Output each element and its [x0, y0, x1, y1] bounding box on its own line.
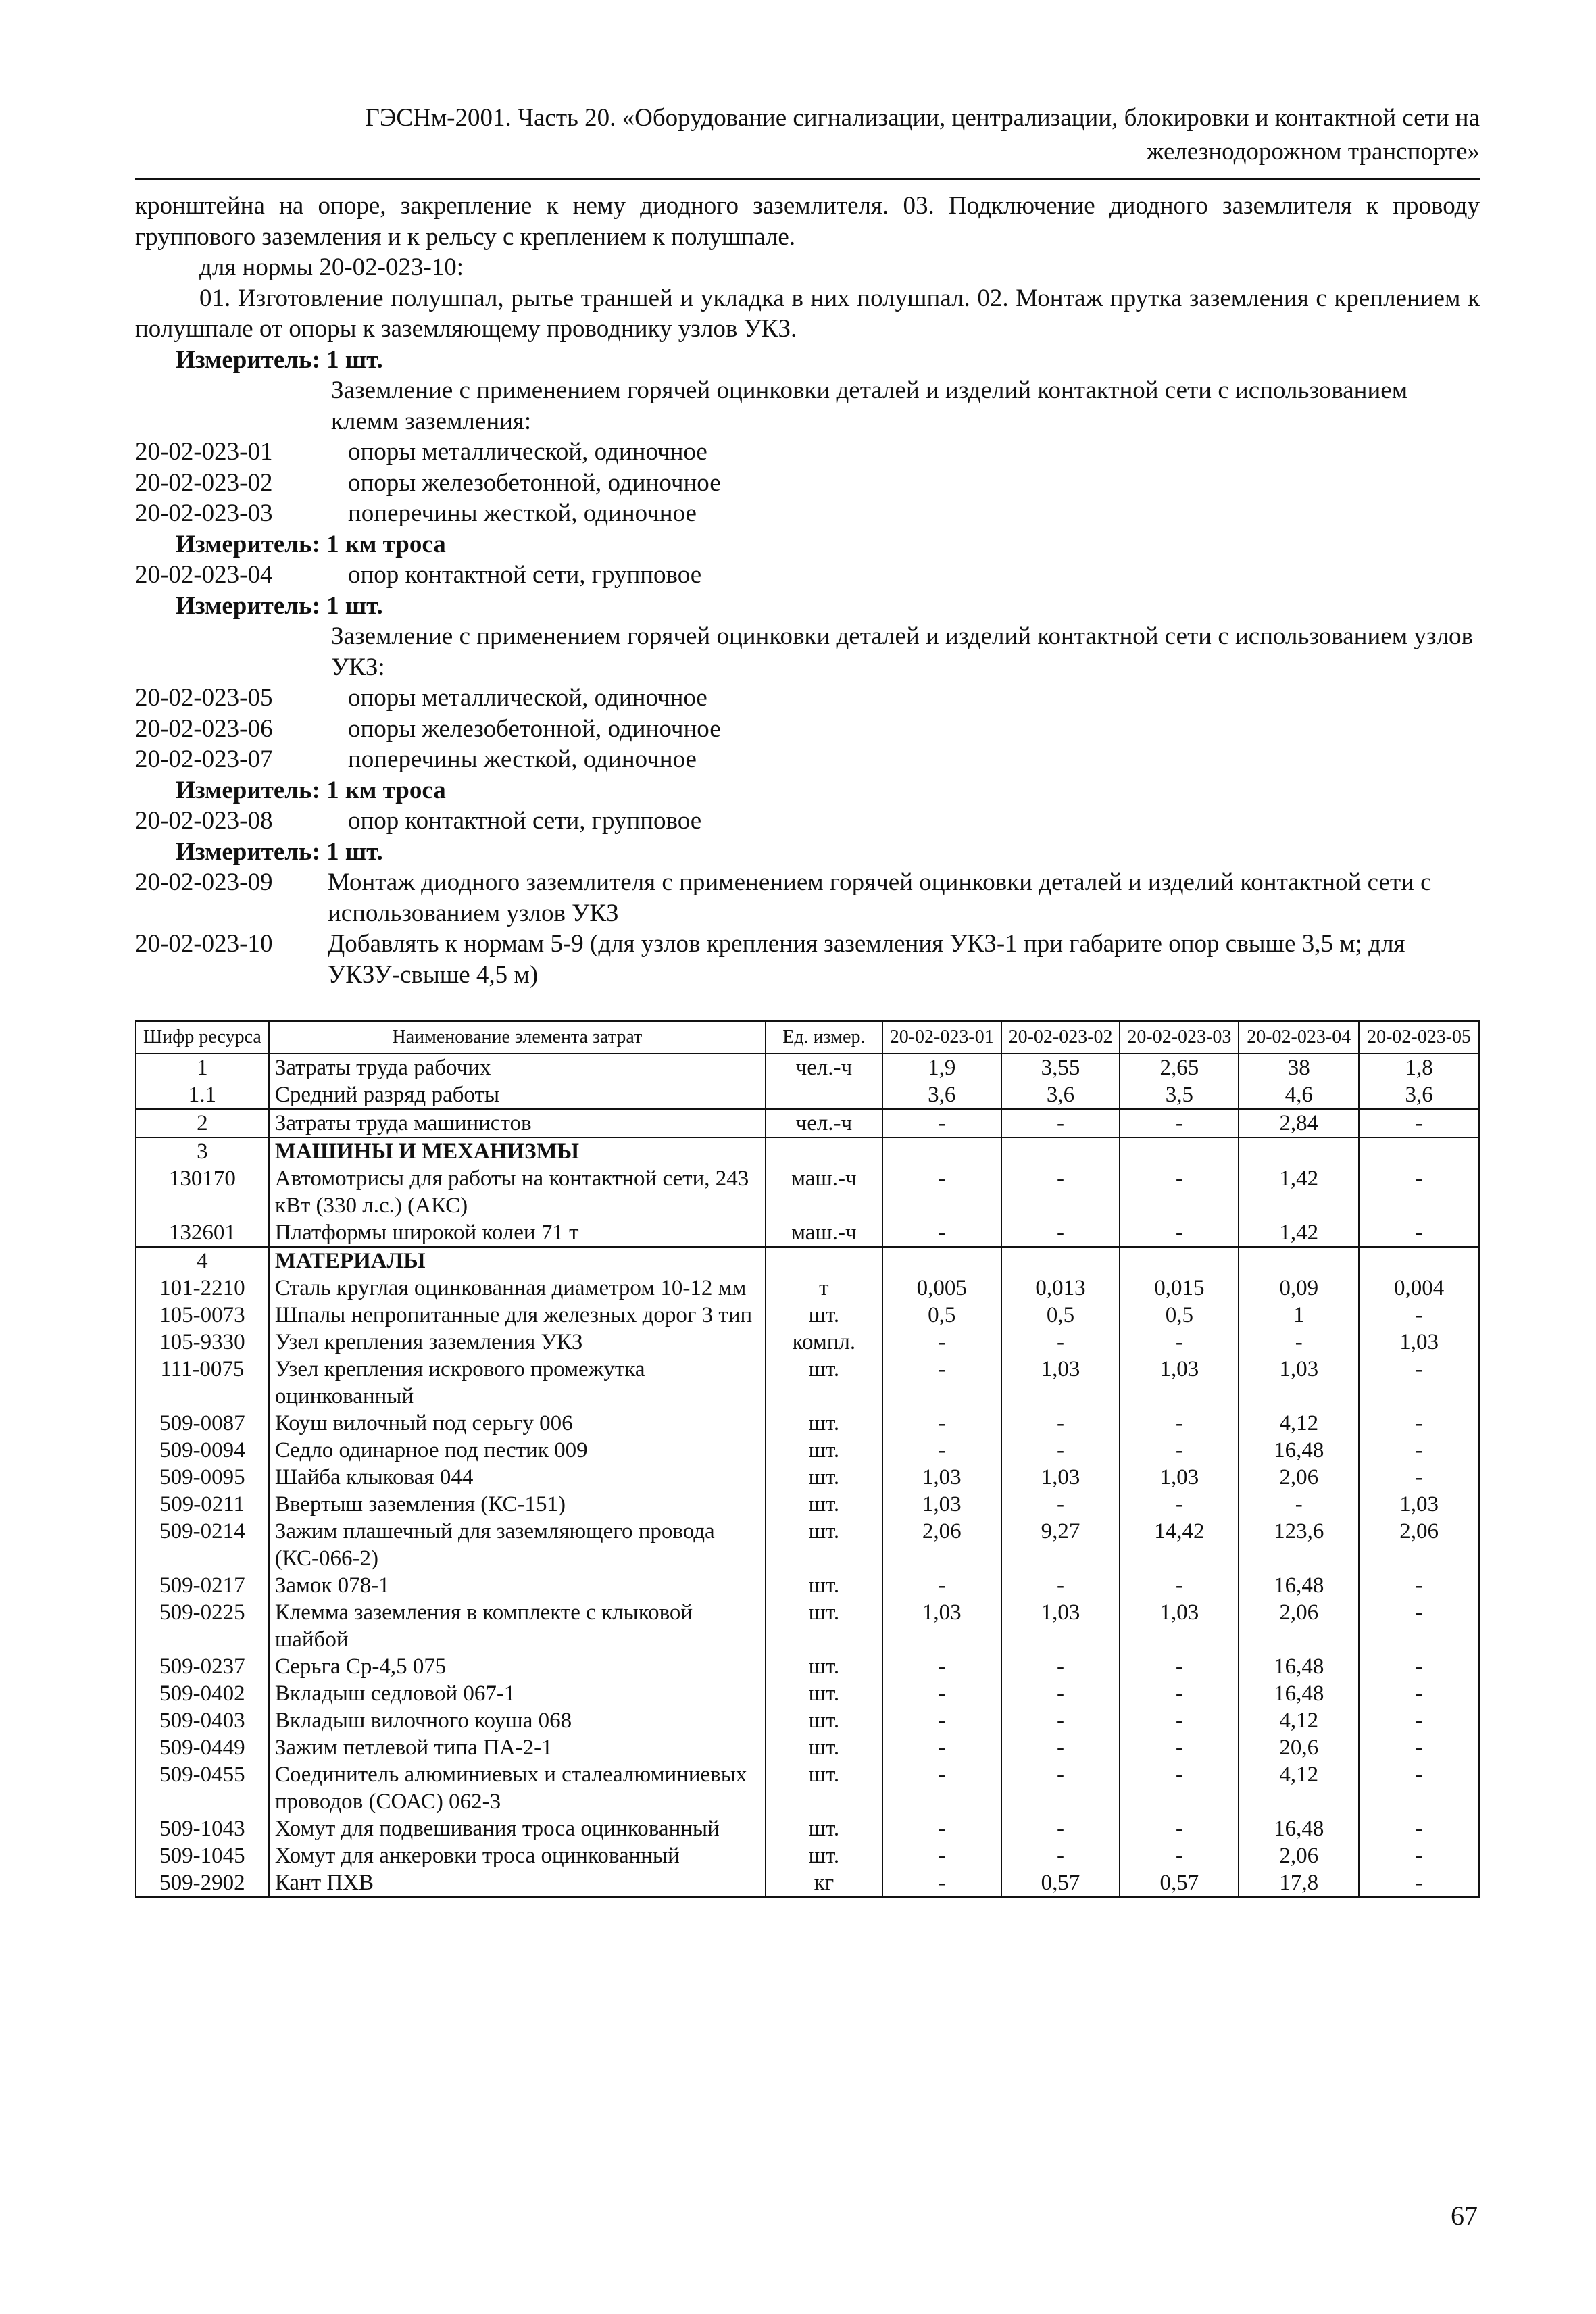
value-cell: -: [1120, 1219, 1239, 1247]
resource-code-cell: 509-0402: [136, 1680, 269, 1707]
resource-code-cell: 509-0095: [136, 1464, 269, 1491]
value-cell: 1: [1239, 1302, 1359, 1329]
value-cell: 0,5: [882, 1302, 1001, 1329]
value-cell: 16,48: [1239, 1815, 1359, 1842]
header-line-2: железнодорожном транспорте»: [1146, 138, 1480, 166]
table-row: [136, 1518, 1479, 1572]
unit-cell: кг: [766, 1869, 882, 1897]
unit-cell: шт.: [766, 1437, 882, 1464]
norm-row: [135, 683, 1480, 714]
value-cell: 0,5: [1001, 1302, 1120, 1329]
value-cell: 1,03: [1239, 1356, 1359, 1410]
resource-code-cell: 509-0403: [136, 1707, 269, 1734]
element-name-cell: Шайба клыковая 044: [269, 1464, 766, 1491]
element-name-cell: Средний разряд работы: [269, 1081, 766, 1109]
unit-cell: шт.: [766, 1707, 882, 1734]
value-cell: 3,6: [1001, 1081, 1120, 1109]
unit-cell: чел.-ч: [766, 1109, 882, 1137]
norm-code: 20-02-023-08: [135, 807, 273, 835]
value-cell: 1,03: [1359, 1491, 1479, 1518]
value-cell: [882, 1247, 1001, 1275]
norm-code: 20-02-023-02: [135, 468, 273, 497]
value-cell: -: [882, 1842, 1001, 1869]
value-cell: -: [1120, 1572, 1239, 1599]
norm-row: [135, 437, 1480, 468]
value-cell: -: [1120, 1165, 1239, 1219]
table-row: [136, 1599, 1479, 1653]
value-cell: -: [882, 1165, 1001, 1219]
table-row: [136, 1410, 1479, 1437]
resource-code-cell: 509-0217: [136, 1572, 269, 1599]
value-cell: -: [1001, 1572, 1120, 1599]
element-name-cell: Серьга Ср-4,5 075: [269, 1653, 766, 1680]
value-cell: -: [1359, 1815, 1479, 1842]
norm-description: Монтаж диодного заземлителя с применением горячей оцинковки деталей и изделий контактной сети с использованием узлов УКЗ: [328, 868, 1432, 927]
value-cell: 4,12: [1239, 1707, 1359, 1734]
table-row: [136, 1491, 1479, 1518]
value-cell: 1,03: [1120, 1356, 1239, 1410]
norm-description: опор контактной сети, групповое: [348, 807, 702, 835]
table-row: [136, 1081, 1479, 1109]
header-cell: 20-02-023-04: [1239, 1021, 1359, 1054]
value-cell: 1,03: [882, 1599, 1001, 1653]
table-header-row: [136, 1021, 1479, 1054]
element-name-cell: Соединитель алюминиевых и сталеалюминиевых проводов (СОАС) 062-3: [269, 1761, 766, 1815]
value-cell: -: [882, 1734, 1001, 1761]
element-name-cell: Клемма заземления в комплекте с клыковой шайбой: [269, 1599, 766, 1653]
value-cell: [1001, 1137, 1120, 1165]
unit-cell: маш.-ч: [766, 1165, 882, 1219]
element-name-cell: МАТЕРИАЛЫ: [269, 1247, 766, 1275]
table-row: [136, 1054, 1479, 1081]
value-cell: 1,03: [1120, 1464, 1239, 1491]
value-cell: -: [1359, 1464, 1479, 1491]
element-name-cell: Автомотрисы для работы на контактной сети, 243 кВт (330 л.с.) (АКС): [269, 1165, 766, 1219]
unit-cell: шт.: [766, 1680, 882, 1707]
value-cell: 2,06: [1239, 1842, 1359, 1869]
value-cell: -: [1359, 1165, 1479, 1219]
header-line-1: ГЭСНм-2001. Часть 20. «Оборудование сигнализации, централизации, блокировки и контактной сети на: [365, 104, 1480, 132]
table-row: [136, 1815, 1479, 1842]
element-name-cell: Ввертыш заземления (КС-151): [269, 1491, 766, 1518]
value-cell: 17,8: [1239, 1869, 1359, 1897]
value-cell: -: [882, 1410, 1001, 1437]
element-name-cell: Узел крепления искрового промежутка оцинкованный: [269, 1356, 766, 1410]
unit-cell: шт.: [766, 1356, 882, 1410]
value-cell: -: [1001, 1842, 1120, 1869]
table-row: [136, 1707, 1479, 1734]
value-cell: -: [1359, 1653, 1479, 1680]
norm-row: [135, 744, 1480, 775]
unit-cell: шт.: [766, 1653, 882, 1680]
value-cell: [1239, 1247, 1359, 1275]
value-cell: -: [1001, 1761, 1120, 1815]
value-cell: -: [1359, 1842, 1479, 1869]
resource-code-cell: 509-0214: [136, 1518, 269, 1572]
unit-cell: чел.-ч: [766, 1054, 882, 1081]
table-row: [136, 1165, 1479, 1219]
resource-code-cell: 509-1045: [136, 1842, 269, 1869]
value-cell: 16,48: [1239, 1680, 1359, 1707]
header-cell: 20-02-023-01: [882, 1021, 1001, 1054]
value-cell: -: [1120, 1734, 1239, 1761]
table-row: [136, 1356, 1479, 1410]
table-row: [136, 1329, 1479, 1356]
value-cell: 38: [1239, 1054, 1359, 1081]
element-name-cell: Седло одинарное под пестик 009: [269, 1437, 766, 1464]
element-name-cell: Хомут для подвешивания троса оцинкованный: [269, 1815, 766, 1842]
table-row: [136, 1137, 1479, 1165]
value-cell: 1,03: [1001, 1464, 1120, 1491]
unit-cell: шт.: [766, 1491, 882, 1518]
value-cell: -: [1001, 1109, 1120, 1137]
norm-code: 20-02-023-05: [135, 684, 273, 712]
value-cell: 1,8: [1359, 1054, 1479, 1081]
running-header: [135, 101, 1480, 169]
value-cell: 4,12: [1239, 1410, 1359, 1437]
intro-paragraph-2: для нормы 20-02-023-10:: [199, 253, 464, 281]
value-cell: -: [1359, 1219, 1479, 1247]
norm-description: опоры железобетонной, одиночное: [348, 714, 721, 743]
norm-row: [135, 714, 1480, 745]
value-cell: -: [1359, 1599, 1479, 1653]
value-cell: 0,015: [1120, 1275, 1239, 1302]
norm-code: 20-02-023-09: [135, 868, 273, 896]
resource-table: [135, 1020, 1480, 1898]
value-cell: 0,004: [1359, 1275, 1479, 1302]
table-row: [136, 1437, 1479, 1464]
value-cell: 0,5: [1120, 1302, 1239, 1329]
resource-code-cell: 509-0449: [136, 1734, 269, 1761]
value-cell: 1,03: [1359, 1329, 1479, 1356]
resource-code-cell: 105-0073: [136, 1302, 269, 1329]
unit-cell: шт.: [766, 1842, 882, 1869]
header-cell: Наименование элемента затрат: [269, 1021, 766, 1054]
value-cell: 9,27: [1001, 1518, 1120, 1572]
value-cell: [1001, 1247, 1120, 1275]
value-cell: 2,65: [1120, 1054, 1239, 1081]
element-name-cell: Платформы широкой колеи 71 т: [269, 1219, 766, 1247]
element-name-cell: Шпалы непропитанные для железных дорог 3 тип: [269, 1302, 766, 1329]
value-cell: [1239, 1137, 1359, 1165]
value-cell: -: [1359, 1437, 1479, 1464]
value-cell: 1,03: [882, 1491, 1001, 1518]
unit-cell: т: [766, 1275, 882, 1302]
value-cell: [1120, 1247, 1239, 1275]
table-row: [136, 1247, 1479, 1275]
value-cell: -: [1120, 1761, 1239, 1815]
value-cell: -: [882, 1815, 1001, 1842]
element-name-cell: Хомут для анкеровки троса оцинкованный: [269, 1842, 766, 1869]
unit-cell: шт.: [766, 1518, 882, 1572]
value-cell: [1359, 1247, 1479, 1275]
unit-cell: шт.: [766, 1410, 882, 1437]
value-cell: 20,6: [1239, 1734, 1359, 1761]
resource-code-cell: 4: [136, 1247, 269, 1275]
unit-cell: шт.: [766, 1761, 882, 1815]
unit-cell: шт.: [766, 1815, 882, 1842]
value-cell: -: [1001, 1707, 1120, 1734]
table-row: [136, 1219, 1479, 1247]
header-cell: 20-02-023-03: [1120, 1021, 1239, 1054]
unit-cell: [766, 1081, 882, 1109]
value-cell: 3,5: [1120, 1081, 1239, 1109]
value-cell: -: [882, 1219, 1001, 1247]
value-cell: 2,06: [882, 1518, 1001, 1572]
element-name-cell: Вкладыш вилочного коуша 068: [269, 1707, 766, 1734]
value-cell: [882, 1137, 1001, 1165]
norm-row: [135, 560, 1480, 591]
value-cell: 1,9: [882, 1054, 1001, 1081]
table-row: [136, 1464, 1479, 1491]
value-cell: -: [882, 1356, 1001, 1410]
norm-description: опор контактной сети, групповое: [348, 561, 702, 589]
resource-code-cell: 509-1043: [136, 1815, 269, 1842]
value-cell: -: [882, 1869, 1001, 1897]
value-cell: 0,013: [1001, 1275, 1120, 1302]
value-cell: -: [1359, 1680, 1479, 1707]
norm-description: опоры металлической, одиночное: [348, 438, 707, 466]
value-cell: -: [1001, 1653, 1120, 1680]
value-cell: 2,06: [1239, 1464, 1359, 1491]
resource-code-cell: 101-2210: [136, 1275, 269, 1302]
value-cell: 1,03: [1001, 1599, 1120, 1653]
unit-cell: компл.: [766, 1329, 882, 1356]
value-cell: 3,6: [1359, 1081, 1479, 1109]
header-divider: [135, 178, 1480, 180]
value-cell: -: [1120, 1653, 1239, 1680]
value-cell: -: [1120, 1491, 1239, 1518]
value-cell: -: [1001, 1734, 1120, 1761]
value-cell: -: [882, 1707, 1001, 1734]
norm-code: 20-02-023-03: [135, 499, 273, 527]
unit-cell: шт.: [766, 1302, 882, 1329]
resource-code-cell: 509-0211: [136, 1491, 269, 1518]
norm-row: [135, 468, 1480, 499]
element-name-cell: Замок 078-1: [269, 1572, 766, 1599]
element-name-cell: Зажим петлевой типа ПА-2-1: [269, 1734, 766, 1761]
value-cell: -: [1359, 1572, 1479, 1599]
value-cell: 4,12: [1239, 1761, 1359, 1815]
value-cell: -: [1001, 1165, 1120, 1219]
header-cell: 20-02-023-02: [1001, 1021, 1120, 1054]
value-cell: -: [1120, 1410, 1239, 1437]
resource-code-cell: 509-0094: [136, 1437, 269, 1464]
norm-description: поперечины жесткой, одиночное: [348, 499, 697, 527]
value-cell: -: [1001, 1329, 1120, 1356]
element-name-cell: Сталь круглая оцинкованная диаметром 10-12 мм: [269, 1275, 766, 1302]
value-cell: 0,09: [1239, 1275, 1359, 1302]
norm-row: [135, 929, 1480, 990]
value-cell: -: [1120, 1815, 1239, 1842]
value-cell: 1,42: [1239, 1219, 1359, 1247]
header-cell: Шифр ресурса: [136, 1021, 269, 1054]
value-cell: 1,42: [1239, 1165, 1359, 1219]
value-cell: -: [1120, 1707, 1239, 1734]
value-cell: -: [1359, 1356, 1479, 1410]
value-cell: 16,48: [1239, 1653, 1359, 1680]
intro-paragraph-3: 01. Изготовление полушпал, рытье траншей и укладка в них полушпал. 02. Монтаж прутка заземления с креплением к полушпале от опоры к заземляющему проводнику узлов УКЗ.: [135, 284, 1480, 343]
table-row: [136, 1109, 1479, 1137]
norm-code: 20-02-023-10: [135, 930, 273, 958]
value-cell: 3,6: [882, 1081, 1001, 1109]
norm-code: 20-02-023-01: [135, 438, 273, 466]
value-cell: -: [1359, 1734, 1479, 1761]
unit-cell: маш.-ч: [766, 1219, 882, 1247]
resource-code-cell: 509-0087: [136, 1410, 269, 1437]
value-cell: -: [1359, 1707, 1479, 1734]
value-cell: 2,84: [1239, 1109, 1359, 1137]
value-cell: -: [1001, 1491, 1120, 1518]
unit-cell: шт.: [766, 1464, 882, 1491]
value-cell: -: [1359, 1302, 1479, 1329]
value-cell: 1,03: [882, 1464, 1001, 1491]
value-cell: -: [882, 1572, 1001, 1599]
measure-label: Измеритель: 1 шт.: [176, 837, 383, 866]
body-text: [135, 191, 1480, 990]
value-cell: -: [1359, 1109, 1479, 1137]
resource-code-cell: 105-9330: [136, 1329, 269, 1356]
element-name-cell: Вкладыш седловой 067-1: [269, 1680, 766, 1707]
element-name-cell: Затраты труда рабочих: [269, 1054, 766, 1081]
value-cell: 0,57: [1001, 1869, 1120, 1897]
value-cell: 4,6: [1239, 1081, 1359, 1109]
resource-code-cell: 509-0237: [136, 1653, 269, 1680]
value-cell: -: [1120, 1437, 1239, 1464]
value-cell: -: [1359, 1410, 1479, 1437]
value-cell: -: [882, 1329, 1001, 1356]
table-row: [136, 1734, 1479, 1761]
page-number: 67: [1451, 2200, 1478, 2231]
value-cell: -: [1001, 1815, 1120, 1842]
value-cell: 123,6: [1239, 1518, 1359, 1572]
resource-code-cell: 1.1: [136, 1081, 269, 1109]
norm-row: [135, 806, 1480, 837]
value-cell: -: [882, 1761, 1001, 1815]
element-name-cell: Коуш вилочный под серьгу 006: [269, 1410, 766, 1437]
element-name-cell: Узел крепления заземления УКЗ: [269, 1329, 766, 1356]
unit-cell: [766, 1137, 882, 1165]
value-cell: 14,42: [1120, 1518, 1239, 1572]
header-cell: Ед. измер.: [766, 1021, 882, 1054]
norm-code: 20-02-023-04: [135, 561, 273, 589]
group-heading-2: Заземление с применением горячей оцинковки деталей и изделий контактной сети с использованием узлов УКЗ:: [331, 622, 1473, 681]
value-cell: -: [1120, 1109, 1239, 1137]
value-cell: [1359, 1137, 1479, 1165]
norm-row: [135, 498, 1480, 529]
resource-code-cell: 130170: [136, 1165, 269, 1219]
resource-code-cell: 132601: [136, 1219, 269, 1247]
unit-cell: шт.: [766, 1572, 882, 1599]
value-cell: 2,06: [1239, 1599, 1359, 1653]
element-name-cell: Зажим плашечный для заземляющего провода (КС-066-2): [269, 1518, 766, 1572]
value-cell: [1120, 1137, 1239, 1165]
value-cell: -: [1120, 1680, 1239, 1707]
norm-code: 20-02-023-07: [135, 745, 273, 773]
table-row: [136, 1869, 1479, 1897]
value-cell: 0,57: [1120, 1869, 1239, 1897]
table-row: [136, 1653, 1479, 1680]
table-row: [136, 1680, 1479, 1707]
unit-cell: шт.: [766, 1734, 882, 1761]
resource-code-cell: 509-0455: [136, 1761, 269, 1815]
table-body: [136, 1054, 1479, 1897]
norm-description: Добавлять к нормам 5-9 (для узлов крепления заземления УКЗ-1 при габарите опор свыше 3,5 м; для УКЗУ-свыше 4,5 м): [328, 930, 1405, 989]
unit-cell: [766, 1247, 882, 1275]
value-cell: -: [882, 1437, 1001, 1464]
value-cell: -: [1120, 1329, 1239, 1356]
value-cell: 2,06: [1359, 1518, 1479, 1572]
intro-paragraph-1: кронштейна на опоре, закрепление к нему диодного заземлителя. 03. Подключение диодного заземлителя к проводу группового заземления и к рельсу с креплением к полушпале.: [135, 192, 1480, 251]
table-row: [136, 1842, 1479, 1869]
norm-description: опоры металлической, одиночное: [348, 684, 707, 712]
norm-code: 20-02-023-06: [135, 714, 273, 743]
element-name-cell: Кант ПХВ: [269, 1869, 766, 1897]
value-cell: -: [1239, 1329, 1359, 1356]
value-cell: 1,03: [1120, 1599, 1239, 1653]
value-cell: -: [882, 1109, 1001, 1137]
resource-code-cell: 2: [136, 1109, 269, 1137]
measure-label: Измеритель: 1 шт.: [176, 591, 383, 620]
value-cell: -: [1001, 1219, 1120, 1247]
table-row: [136, 1275, 1479, 1302]
resource-code-cell: 3: [136, 1137, 269, 1165]
value-cell: -: [882, 1653, 1001, 1680]
element-name-cell: МАШИНЫ И МЕХАНИЗМЫ: [269, 1137, 766, 1165]
norm-description: опоры железобетонной, одиночное: [348, 468, 721, 497]
value-cell: 1,03: [1001, 1356, 1120, 1410]
value-cell: 16,48: [1239, 1437, 1359, 1464]
element-name-cell: Затраты труда машинистов: [269, 1109, 766, 1137]
value-cell: -: [882, 1680, 1001, 1707]
value-cell: -: [1359, 1761, 1479, 1815]
resource-code-cell: 509-2902: [136, 1869, 269, 1897]
resource-code-cell: 509-0225: [136, 1599, 269, 1653]
table-row: [136, 1302, 1479, 1329]
value-cell: -: [1001, 1437, 1120, 1464]
value-cell: -: [1239, 1491, 1359, 1518]
group-heading-1: Заземление с применением горячей оцинковки деталей и изделий контактной сети с использованием клемм заземления:: [331, 376, 1408, 435]
value-cell: -: [1001, 1680, 1120, 1707]
header-cell: 20-02-023-05: [1359, 1021, 1479, 1054]
value-cell: -: [1001, 1410, 1120, 1437]
resource-code-cell: 111-0075: [136, 1356, 269, 1410]
table-row: [136, 1572, 1479, 1599]
value-cell: 16,48: [1239, 1572, 1359, 1599]
table-row: [136, 1761, 1479, 1815]
value-cell: 0,005: [882, 1275, 1001, 1302]
resource-code-cell: 1: [136, 1054, 269, 1081]
value-cell: -: [1359, 1869, 1479, 1897]
measure-label: Измеритель: 1 шт.: [176, 345, 383, 374]
measure-label: Измеритель: 1 км троса: [176, 530, 446, 558]
measure-label: Измеритель: 1 км троса: [176, 776, 446, 804]
table-header: [136, 1021, 1479, 1054]
norm-row: [135, 867, 1480, 929]
value-cell: 3,55: [1001, 1054, 1120, 1081]
unit-cell: шт.: [766, 1599, 882, 1653]
norm-description: поперечины жесткой, одиночное: [348, 745, 697, 773]
value-cell: -: [1120, 1842, 1239, 1869]
